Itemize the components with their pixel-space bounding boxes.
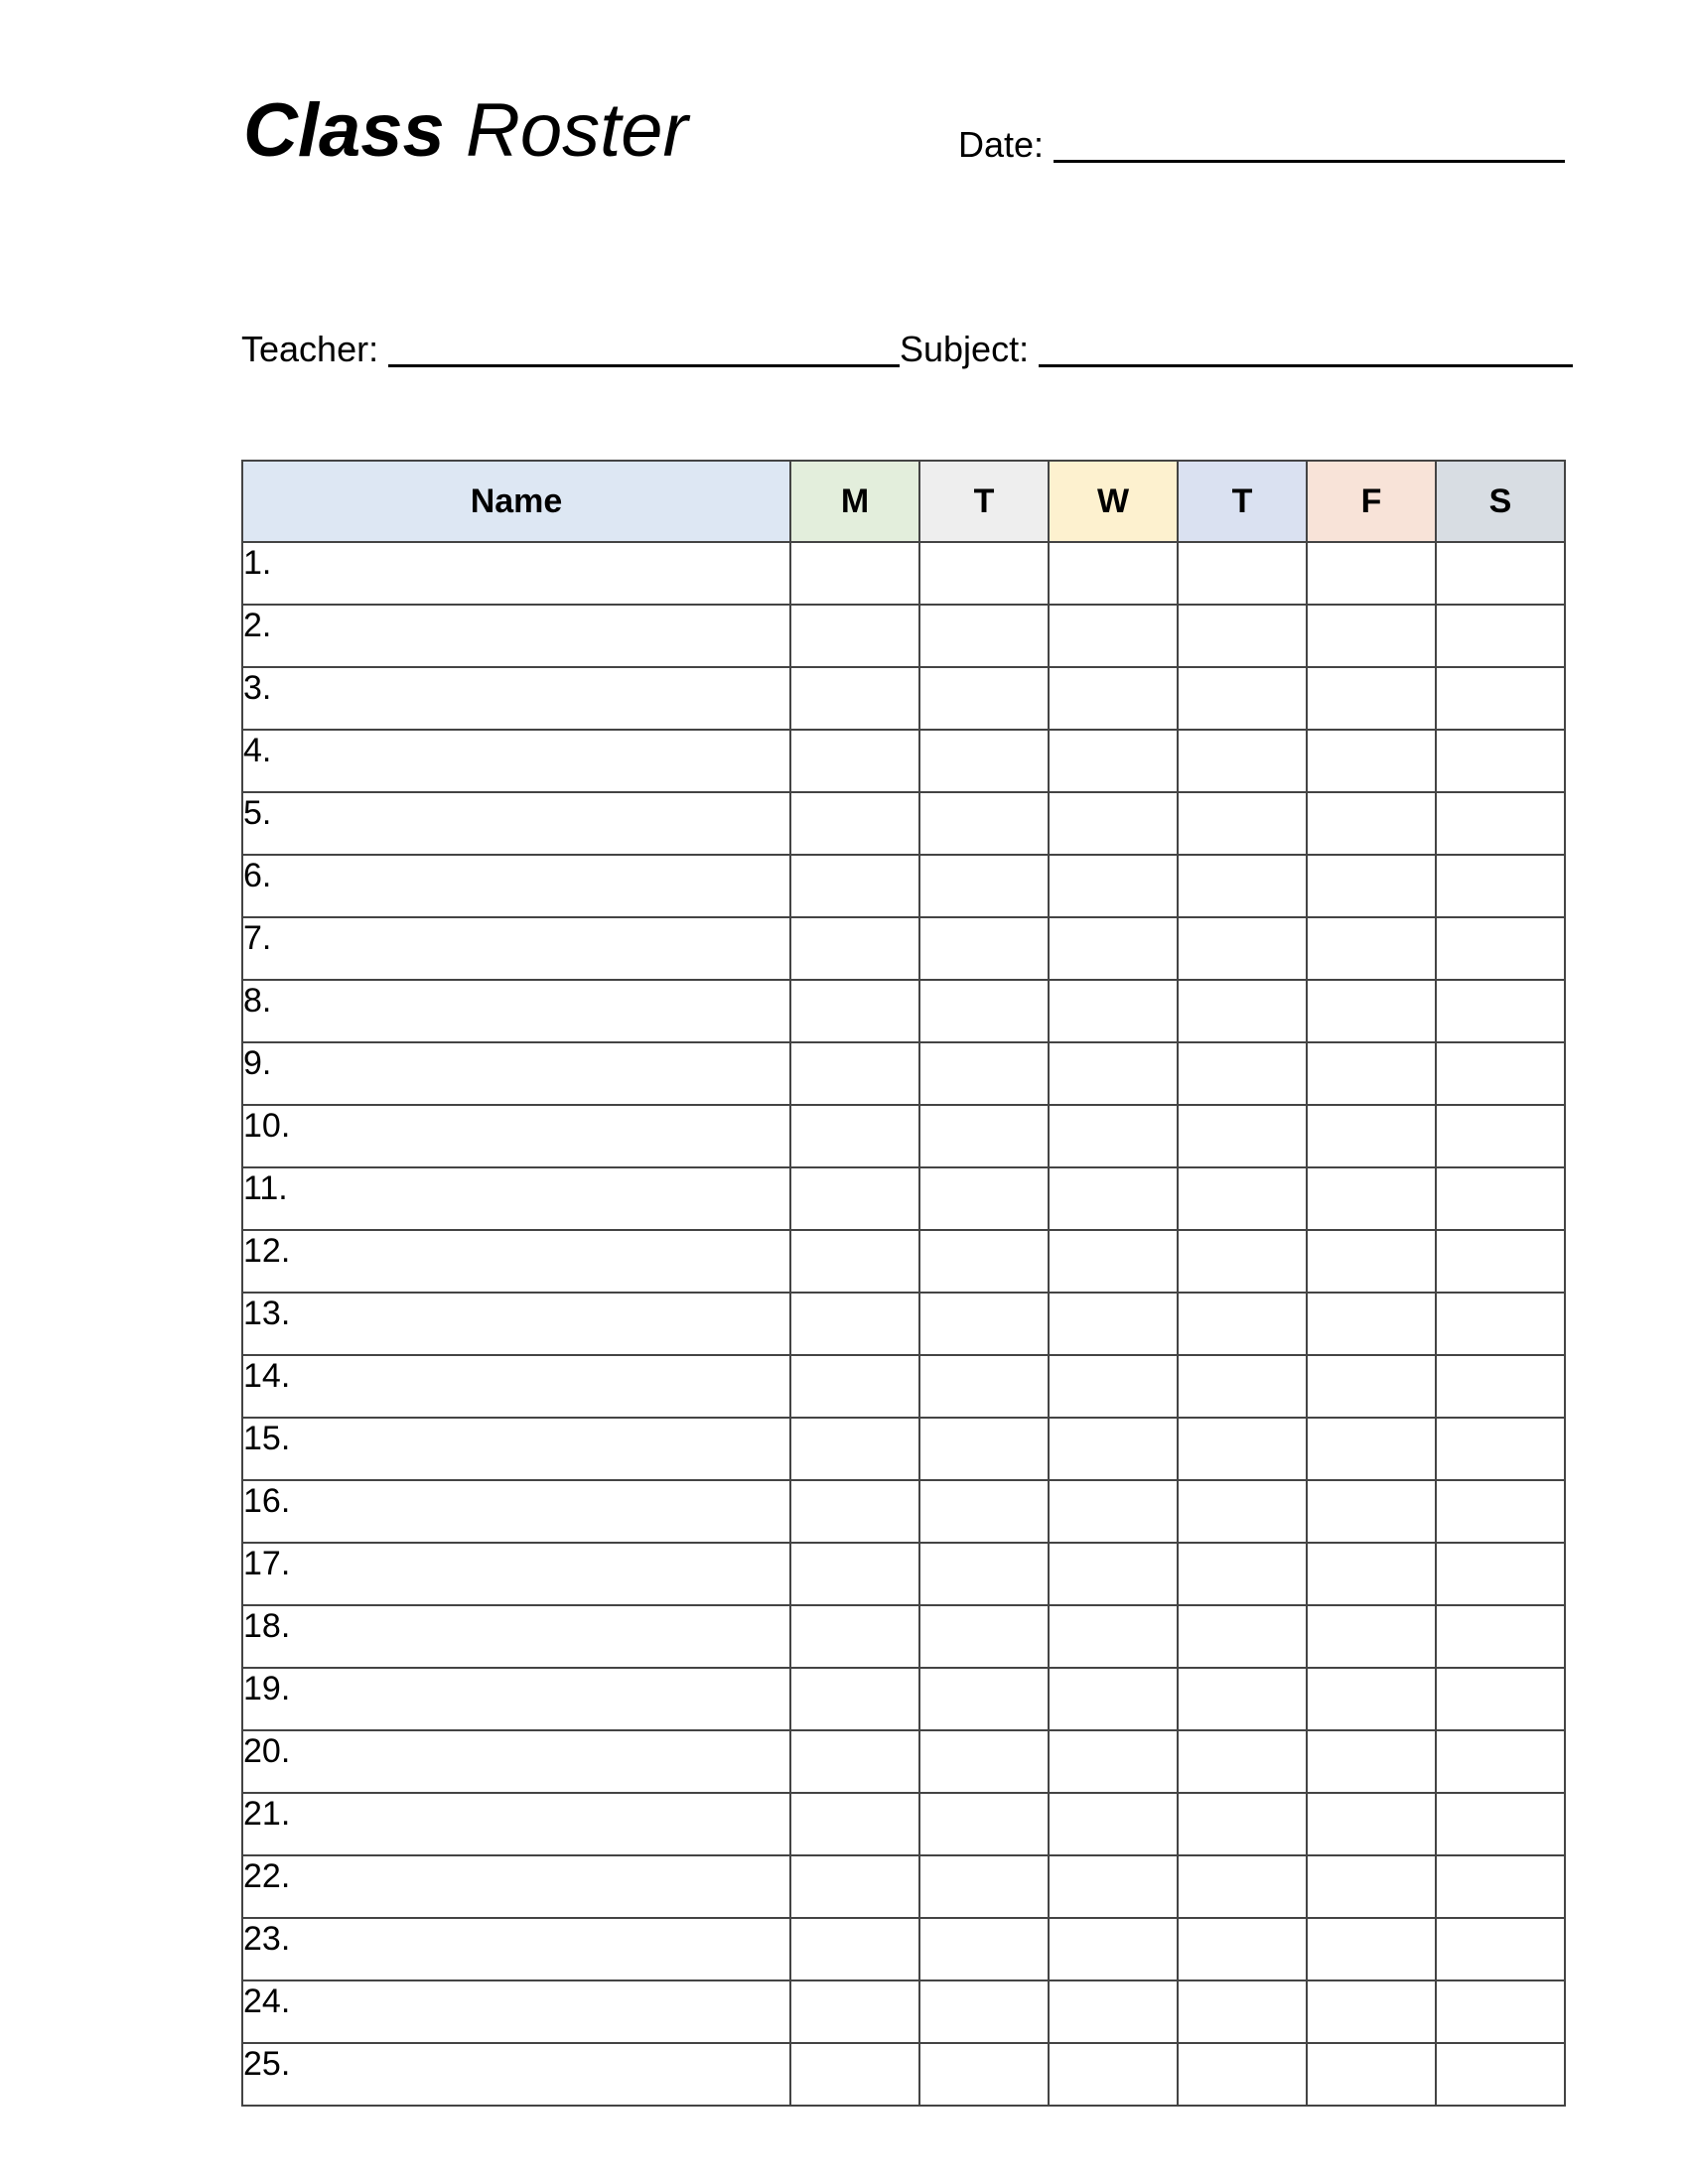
- attendance-cell-monday[interactable]: [790, 1418, 919, 1480]
- attendance-cell-saturday[interactable]: [1436, 1543, 1565, 1605]
- attendance-cell-wednesday[interactable]: [1049, 1980, 1178, 2043]
- table-row: [242, 1918, 1565, 1980]
- attendance-cell-thursday[interactable]: [1178, 1668, 1307, 1730]
- attendance-cell-wednesday[interactable]: [1049, 980, 1178, 1042]
- attendance-cell-thursday[interactable]: [1178, 792, 1307, 855]
- attendance-cell-wednesday[interactable]: [1049, 1793, 1178, 1855]
- attendance-cell-thursday[interactable]: [1178, 1605, 1307, 1668]
- attendance-cell-thursday[interactable]: [1178, 1855, 1307, 1918]
- student-name-cell[interactable]: 4.: [242, 730, 790, 792]
- subject-field: [900, 325, 1573, 371]
- attendance-cell-thursday[interactable]: [1178, 855, 1307, 917]
- attendance-cell-saturday[interactable]: [1436, 605, 1565, 667]
- attendance-cell-monday[interactable]: [790, 1605, 919, 1668]
- table-row: [242, 542, 1565, 605]
- table-row: [242, 917, 1565, 980]
- table-row: [242, 855, 1565, 917]
- attendance-cell-tuesday[interactable]: [919, 1230, 1049, 1293]
- attendance-cell-monday[interactable]: [790, 1855, 919, 1918]
- attendance-cell-saturday[interactable]: [1436, 730, 1565, 792]
- student-name-cell[interactable]: 15.: [242, 1418, 790, 1480]
- attendance-cell-wednesday[interactable]: [1049, 1668, 1178, 1730]
- attendance-cell-thursday[interactable]: [1178, 1480, 1307, 1543]
- attendance-cell-tuesday[interactable]: [919, 1167, 1049, 1230]
- attendance-cell-monday[interactable]: [790, 1230, 919, 1293]
- page-title: [243, 81, 688, 181]
- attendance-cell-saturday[interactable]: [1436, 1355, 1565, 1418]
- attendance-cell-monday[interactable]: [790, 855, 919, 917]
- attendance-cell-monday[interactable]: [790, 1480, 919, 1543]
- attendance-cell-tuesday[interactable]: [919, 1480, 1049, 1543]
- student-name-cell[interactable]: 24.: [242, 1980, 790, 2043]
- attendance-cell-saturday[interactable]: [1436, 1105, 1565, 1167]
- attendance-cell-saturday[interactable]: [1436, 1668, 1565, 1730]
- teacher-field: [241, 325, 900, 371]
- attendance-cell-wednesday[interactable]: [1049, 1167, 1178, 1230]
- title-bold-word: Class: [243, 88, 445, 173]
- attendance-cell-monday[interactable]: [790, 1293, 919, 1355]
- subject-label: Subject:: [900, 329, 1030, 369]
- attendance-cell-saturday[interactable]: [1436, 1042, 1565, 1105]
- attendance-cell-thursday[interactable]: [1178, 1793, 1307, 1855]
- attendance-cell-wednesday[interactable]: [1049, 730, 1178, 792]
- student-name-cell[interactable]: 18.: [242, 1605, 790, 1668]
- attendance-cell-saturday[interactable]: [1436, 542, 1565, 605]
- attendance-cell-wednesday[interactable]: [1049, 542, 1178, 605]
- attendance-cell-monday[interactable]: [790, 1668, 919, 1730]
- table-row: [242, 1230, 1565, 1293]
- attendance-cell-thursday[interactable]: [1178, 1042, 1307, 1105]
- student-name-cell[interactable]: 8.: [242, 980, 790, 1042]
- attendance-cell-wednesday[interactable]: [1049, 917, 1178, 980]
- attendance-cell-saturday[interactable]: [1436, 1167, 1565, 1230]
- attendance-cell-thursday[interactable]: [1178, 1918, 1307, 1980]
- student-name-cell[interactable]: 20.: [242, 1730, 790, 1793]
- attendance-cell-friday[interactable]: [1307, 667, 1436, 730]
- attendance-cell-friday[interactable]: [1307, 1730, 1436, 1793]
- attendance-cell-monday[interactable]: [790, 605, 919, 667]
- student-name-cell[interactable]: 22.: [242, 1855, 790, 1918]
- attendance-cell-saturday[interactable]: [1436, 1418, 1565, 1480]
- table-row: [242, 1543, 1565, 1605]
- attendance-cell-tuesday[interactable]: [919, 1418, 1049, 1480]
- attendance-cell-friday[interactable]: [1307, 1980, 1436, 2043]
- student-name-cell[interactable]: 14.: [242, 1355, 790, 1418]
- attendance-cell-monday[interactable]: [790, 1167, 919, 1230]
- teacher-blank-line[interactable]: [388, 325, 900, 367]
- attendance-cell-friday[interactable]: [1307, 2043, 1436, 2106]
- attendance-cell-friday[interactable]: [1307, 1543, 1436, 1605]
- attendance-cell-thursday[interactable]: [1178, 1105, 1307, 1167]
- attendance-cell-tuesday[interactable]: [919, 2043, 1049, 2106]
- attendance-cell-thursday[interactable]: [1178, 1418, 1307, 1480]
- attendance-cell-wednesday[interactable]: [1049, 1418, 1178, 1480]
- attendance-cell-saturday[interactable]: [1436, 855, 1565, 917]
- attendance-cell-thursday[interactable]: [1178, 1293, 1307, 1355]
- attendance-cell-monday[interactable]: [790, 1730, 919, 1793]
- roster-header-row: [242, 461, 1565, 542]
- date-field: [958, 120, 1565, 167]
- attendance-cell-thursday[interactable]: [1178, 1980, 1307, 2043]
- attendance-cell-thursday[interactable]: [1178, 980, 1307, 1042]
- table-row: [242, 1042, 1565, 1105]
- attendance-cell-monday[interactable]: [790, 917, 919, 980]
- attendance-cell-monday[interactable]: [790, 730, 919, 792]
- attendance-cell-tuesday[interactable]: [919, 605, 1049, 667]
- attendance-cell-wednesday[interactable]: [1049, 792, 1178, 855]
- student-name-cell[interactable]: 17.: [242, 1543, 790, 1605]
- attendance-cell-wednesday[interactable]: [1049, 1480, 1178, 1543]
- day-header-thursday: T: [1178, 461, 1307, 542]
- attendance-cell-tuesday[interactable]: [919, 1793, 1049, 1855]
- attendance-cell-friday[interactable]: [1307, 1418, 1436, 1480]
- attendance-cell-thursday[interactable]: [1178, 730, 1307, 792]
- student-name-cell[interactable]: 3.: [242, 667, 790, 730]
- attendance-cell-friday[interactable]: [1307, 855, 1436, 917]
- attendance-cell-friday[interactable]: [1307, 1668, 1436, 1730]
- attendance-cell-tuesday[interactable]: [919, 542, 1049, 605]
- student-name-cell[interactable]: 25.: [242, 2043, 790, 2106]
- attendance-cell-monday[interactable]: [790, 1793, 919, 1855]
- table-row: [242, 1480, 1565, 1543]
- student-name-cell[interactable]: 23.: [242, 1918, 790, 1980]
- attendance-cell-thursday[interactable]: [1178, 1167, 1307, 1230]
- table-row: [242, 1605, 1565, 1668]
- attendance-cell-wednesday[interactable]: [1049, 1293, 1178, 1355]
- attendance-cell-tuesday[interactable]: [919, 1355, 1049, 1418]
- attendance-cell-friday[interactable]: [1307, 1480, 1436, 1543]
- table-row: [242, 792, 1565, 855]
- attendance-cell-friday[interactable]: [1307, 1293, 1436, 1355]
- attendance-cell-saturday[interactable]: [1436, 1480, 1565, 1543]
- attendance-cell-thursday[interactable]: [1178, 1543, 1307, 1605]
- attendance-cell-tuesday[interactable]: [919, 1918, 1049, 1980]
- attendance-cell-friday[interactable]: [1307, 1230, 1436, 1293]
- attendance-cell-wednesday[interactable]: [1049, 2043, 1178, 2106]
- attendance-cell-saturday[interactable]: [1436, 1918, 1565, 1980]
- attendance-cell-wednesday[interactable]: [1049, 1918, 1178, 1980]
- table-row: [242, 2043, 1565, 2106]
- attendance-cell-tuesday[interactable]: [919, 917, 1049, 980]
- attendance-cell-thursday[interactable]: [1178, 667, 1307, 730]
- table-row: [242, 1167, 1565, 1230]
- attendance-cell-tuesday[interactable]: [919, 667, 1049, 730]
- attendance-cell-saturday[interactable]: [1436, 1293, 1565, 1355]
- attendance-cell-wednesday[interactable]: [1049, 1855, 1178, 1918]
- table-row: [242, 1668, 1565, 1730]
- attendance-cell-friday[interactable]: [1307, 1793, 1436, 1855]
- attendance-cell-tuesday[interactable]: [919, 1605, 1049, 1668]
- teacher-label: Teacher:: [241, 329, 379, 369]
- attendance-cell-friday[interactable]: [1307, 605, 1436, 667]
- attendance-cell-friday[interactable]: [1307, 1855, 1436, 1918]
- attendance-cell-monday[interactable]: [790, 1042, 919, 1105]
- attendance-cell-wednesday[interactable]: [1049, 1042, 1178, 1105]
- subject-blank-line[interactable]: [1039, 325, 1573, 367]
- table-row: [242, 1418, 1565, 1480]
- attendance-cell-friday[interactable]: [1307, 1042, 1436, 1105]
- attendance-cell-thursday[interactable]: [1178, 1355, 1307, 1418]
- attendance-cell-tuesday[interactable]: [919, 792, 1049, 855]
- day-header-tuesday: T: [919, 461, 1049, 542]
- attendance-cell-tuesday[interactable]: [919, 855, 1049, 917]
- attendance-cell-tuesday[interactable]: [919, 980, 1049, 1042]
- day-header-monday: M: [790, 461, 919, 542]
- attendance-cell-saturday[interactable]: [1436, 1230, 1565, 1293]
- attendance-cell-tuesday[interactable]: [919, 1105, 1049, 1167]
- attendance-cell-wednesday[interactable]: [1049, 1105, 1178, 1167]
- attendance-cell-tuesday[interactable]: [919, 1543, 1049, 1605]
- attendance-cell-thursday[interactable]: [1178, 2043, 1307, 2106]
- table-row: [242, 730, 1565, 792]
- attendance-cell-tuesday[interactable]: [919, 1042, 1049, 1105]
- attendance-cell-saturday[interactable]: [1436, 1980, 1565, 2043]
- table-row: [242, 1980, 1565, 2043]
- table-row: [242, 1355, 1565, 1418]
- attendance-cell-thursday[interactable]: [1178, 605, 1307, 667]
- attendance-cell-wednesday[interactable]: [1049, 1605, 1178, 1668]
- table-row: [242, 1105, 1565, 1167]
- attendance-cell-saturday[interactable]: [1436, 1855, 1565, 1918]
- student-name-cell[interactable]: 21.: [242, 1793, 790, 1855]
- table-row: [242, 1855, 1565, 1918]
- attendance-cell-saturday[interactable]: [1436, 2043, 1565, 2106]
- title-light-word: Roster: [465, 88, 688, 173]
- attendance-cell-wednesday[interactable]: [1049, 1730, 1178, 1793]
- attendance-cell-monday[interactable]: [790, 1980, 919, 2043]
- attendance-cell-monday[interactable]: [790, 792, 919, 855]
- attendance-cell-friday[interactable]: [1307, 1105, 1436, 1167]
- student-name-cell[interactable]: 12.: [242, 1230, 790, 1293]
- attendance-cell-tuesday[interactable]: [919, 1855, 1049, 1918]
- table-row: [242, 1793, 1565, 1855]
- attendance-cell-wednesday[interactable]: [1049, 1230, 1178, 1293]
- attendance-cell-wednesday[interactable]: [1049, 1355, 1178, 1418]
- day-header-wednesday: W: [1049, 461, 1178, 542]
- attendance-cell-monday[interactable]: [790, 980, 919, 1042]
- date-label: Date:: [958, 124, 1045, 165]
- attendance-cell-tuesday[interactable]: [919, 1293, 1049, 1355]
- attendance-cell-thursday[interactable]: [1178, 1730, 1307, 1793]
- day-header-saturday: S: [1436, 461, 1565, 542]
- student-name-cell[interactable]: 1.: [242, 542, 790, 605]
- attendance-cell-tuesday[interactable]: [919, 1980, 1049, 2043]
- table-row: [242, 605, 1565, 667]
- attendance-cell-tuesday[interactable]: [919, 730, 1049, 792]
- attendance-cell-saturday[interactable]: [1436, 980, 1565, 1042]
- attendance-cell-thursday[interactable]: [1178, 1230, 1307, 1293]
- student-name-cell[interactable]: 19.: [242, 1668, 790, 1730]
- attendance-cell-wednesday[interactable]: [1049, 605, 1178, 667]
- table-row: [242, 667, 1565, 730]
- day-header-friday: F: [1307, 461, 1436, 542]
- student-name-cell[interactable]: 13.: [242, 1293, 790, 1355]
- student-name-cell[interactable]: 10.: [242, 1105, 790, 1167]
- attendance-cell-saturday[interactable]: [1436, 792, 1565, 855]
- student-name-cell[interactable]: 16.: [242, 1480, 790, 1543]
- attendance-cell-friday[interactable]: [1307, 1605, 1436, 1668]
- attendance-cell-wednesday[interactable]: [1049, 667, 1178, 730]
- attendance-cell-thursday[interactable]: [1178, 917, 1307, 980]
- attendance-cell-tuesday[interactable]: [919, 1730, 1049, 1793]
- attendance-cell-saturday[interactable]: [1436, 1793, 1565, 1855]
- attendance-cell-monday[interactable]: [790, 1543, 919, 1605]
- attendance-cell-saturday[interactable]: [1436, 1730, 1565, 1793]
- attendance-cell-wednesday[interactable]: [1049, 855, 1178, 917]
- attendance-cell-thursday[interactable]: [1178, 542, 1307, 605]
- table-row: [242, 1293, 1565, 1355]
- table-row: [242, 980, 1565, 1042]
- attendance-cell-saturday[interactable]: [1436, 667, 1565, 730]
- attendance-cell-monday[interactable]: [790, 542, 919, 605]
- attendance-cell-friday[interactable]: [1307, 1355, 1436, 1418]
- attendance-cell-monday[interactable]: [790, 1105, 919, 1167]
- attendance-cell-saturday[interactable]: [1436, 1605, 1565, 1668]
- attendance-cell-wednesday[interactable]: [1049, 1543, 1178, 1605]
- attendance-cell-tuesday[interactable]: [919, 1668, 1049, 1730]
- student-name-cell[interactable]: 2.: [242, 605, 790, 667]
- table-row: [242, 1730, 1565, 1793]
- attendance-cell-monday[interactable]: [790, 2043, 919, 2106]
- student-name-cell[interactable]: 6.: [242, 855, 790, 917]
- student-name-cell[interactable]: 5.: [242, 792, 790, 855]
- attendance-cell-friday[interactable]: [1307, 730, 1436, 792]
- student-name-cell[interactable]: 9.: [242, 1042, 790, 1105]
- date-blank-line[interactable]: [1054, 120, 1565, 163]
- student-name-cell[interactable]: 11.: [242, 1167, 790, 1230]
- attendance-cell-friday[interactable]: [1307, 792, 1436, 855]
- roster-table: [241, 460, 1566, 2107]
- attendance-cell-monday[interactable]: [790, 1918, 919, 1980]
- attendance-cell-friday[interactable]: [1307, 1167, 1436, 1230]
- attendance-cell-monday[interactable]: [790, 1355, 919, 1418]
- student-name-cell[interactable]: 7.: [242, 917, 790, 980]
- attendance-cell-monday[interactable]: [790, 667, 919, 730]
- name-column-header: Name: [242, 461, 790, 542]
- attendance-cell-friday[interactable]: [1307, 542, 1436, 605]
- attendance-cell-friday[interactable]: [1307, 980, 1436, 1042]
- attendance-cell-saturday[interactable]: [1436, 917, 1565, 980]
- attendance-cell-friday[interactable]: [1307, 1918, 1436, 1980]
- roster-body: [242, 542, 1565, 2106]
- attendance-cell-friday[interactable]: [1307, 917, 1436, 980]
